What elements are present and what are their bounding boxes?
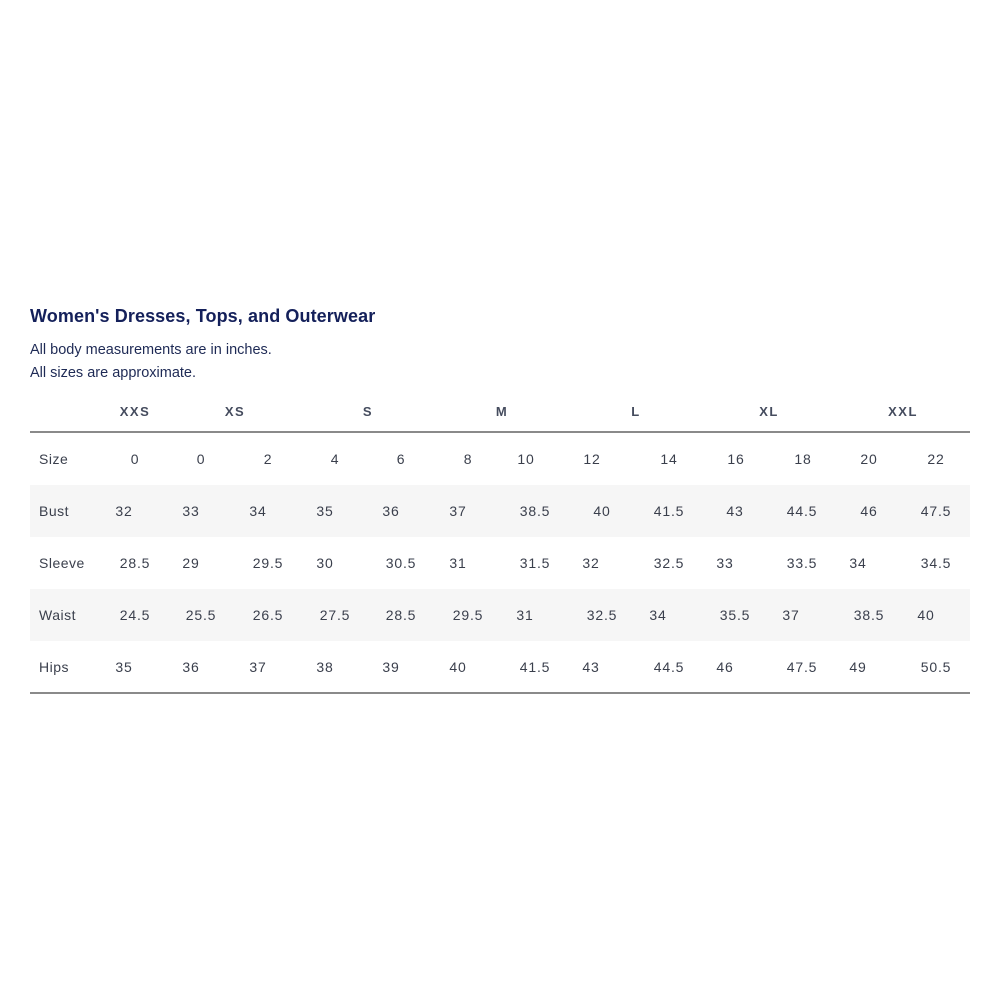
table-bottom-rule	[30, 692, 970, 694]
table-cell: 34	[649, 607, 667, 623]
table-cell: 2	[263, 451, 273, 467]
table-cell: 30	[316, 555, 334, 571]
table-cell: 28.5	[119, 555, 151, 571]
size-group-label: XL	[759, 404, 779, 419]
table-row	[30, 537, 970, 589]
table-cell: 25.5	[185, 607, 217, 623]
table-cell: 46	[860, 503, 878, 519]
table-cell: 29.5	[252, 555, 284, 571]
table-cell: 38.5	[519, 503, 551, 519]
table-cell: 18	[794, 451, 812, 467]
table-cell: 33	[182, 503, 200, 519]
table-cell: 33	[716, 555, 734, 571]
approximate-note: All sizes are approximate.	[30, 365, 197, 381]
table-cell: 43	[726, 503, 744, 519]
table-cell: 34	[849, 555, 867, 571]
table-cell: 34	[249, 503, 267, 519]
table-cell: 31	[449, 555, 467, 571]
table-cell: 32.5	[586, 607, 618, 623]
row-label: Sleeve	[39, 555, 85, 571]
table-cell: 20	[860, 451, 878, 467]
table-cell: 14	[660, 451, 678, 467]
table-cell: 35.5	[719, 607, 751, 623]
table-cell: 33.5	[786, 555, 818, 571]
table-cell: 31.5	[519, 555, 551, 571]
table-cell: 10	[517, 451, 535, 467]
table-cell: 28.5	[385, 607, 417, 623]
table-cell: 0	[130, 451, 140, 467]
table-cell: 44.5	[653, 659, 685, 675]
table-cell: 39	[382, 659, 400, 675]
size-group-label: S	[362, 404, 374, 419]
size-group-label: XXL	[888, 404, 918, 419]
table-cell: 37	[249, 659, 267, 675]
table-cell: 43	[582, 659, 600, 675]
table-cell: 36	[382, 503, 400, 519]
row-label: Size	[39, 451, 69, 467]
table-cell: 37	[449, 503, 467, 519]
table-cell: 24.5	[119, 607, 151, 623]
table-cell: 49	[849, 659, 867, 675]
measurement-note: All body measurements are in inches.	[30, 342, 272, 358]
table-cell: 30.5	[385, 555, 417, 571]
table-cell: 8	[463, 451, 473, 467]
table-cell: 6	[396, 451, 406, 467]
table-cell: 32	[115, 503, 133, 519]
size-group-label: XXS	[119, 404, 151, 419]
table-row	[30, 641, 970, 693]
table-cell: 4	[330, 451, 340, 467]
table-cell: 27.5	[319, 607, 351, 623]
table-row	[30, 433, 970, 485]
page-title: Women's Dresses, Tops, and Outerwear	[30, 306, 376, 326]
table-cell: 41.5	[653, 503, 685, 519]
table-cell: 35	[115, 659, 133, 675]
table-cell: 16	[727, 451, 745, 467]
table-cell: 47.5	[920, 503, 952, 519]
size-group-label: XS	[224, 404, 246, 419]
row-label: Bust	[39, 503, 70, 519]
table-row	[30, 589, 970, 641]
table-cell: 41.5	[519, 659, 551, 675]
table-cell: 0	[196, 451, 206, 467]
table-cell: 40	[917, 607, 935, 623]
table-row	[30, 485, 970, 537]
table-cell: 37	[782, 607, 800, 623]
size-group-label: L	[631, 404, 641, 419]
table-cell: 46	[716, 659, 734, 675]
row-label: Waist	[39, 607, 76, 623]
size-group-header	[0, 404, 1000, 424]
table-cell: 31	[516, 607, 534, 623]
table-cell: 32	[582, 555, 600, 571]
table-cell: 50.5	[920, 659, 952, 675]
table-cell: 12	[583, 451, 601, 467]
table-cell: 36	[182, 659, 200, 675]
table-cell: 44.5	[786, 503, 818, 519]
table-cell: 26.5	[252, 607, 284, 623]
table-cell: 29.5	[452, 607, 484, 623]
table-cell: 38.5	[853, 607, 885, 623]
table-cell: 40	[593, 503, 611, 519]
table-cell: 32.5	[653, 555, 685, 571]
table-cell: 38	[316, 659, 334, 675]
table-cell: 40	[449, 659, 467, 675]
table-cell: 29	[182, 555, 200, 571]
table-cell: 34.5	[920, 555, 952, 571]
table-cell: 35	[316, 503, 334, 519]
table-cell: 22	[927, 451, 945, 467]
table-cell: 47.5	[786, 659, 818, 675]
row-label: Hips	[39, 659, 70, 675]
size-group-label: M	[495, 404, 509, 419]
